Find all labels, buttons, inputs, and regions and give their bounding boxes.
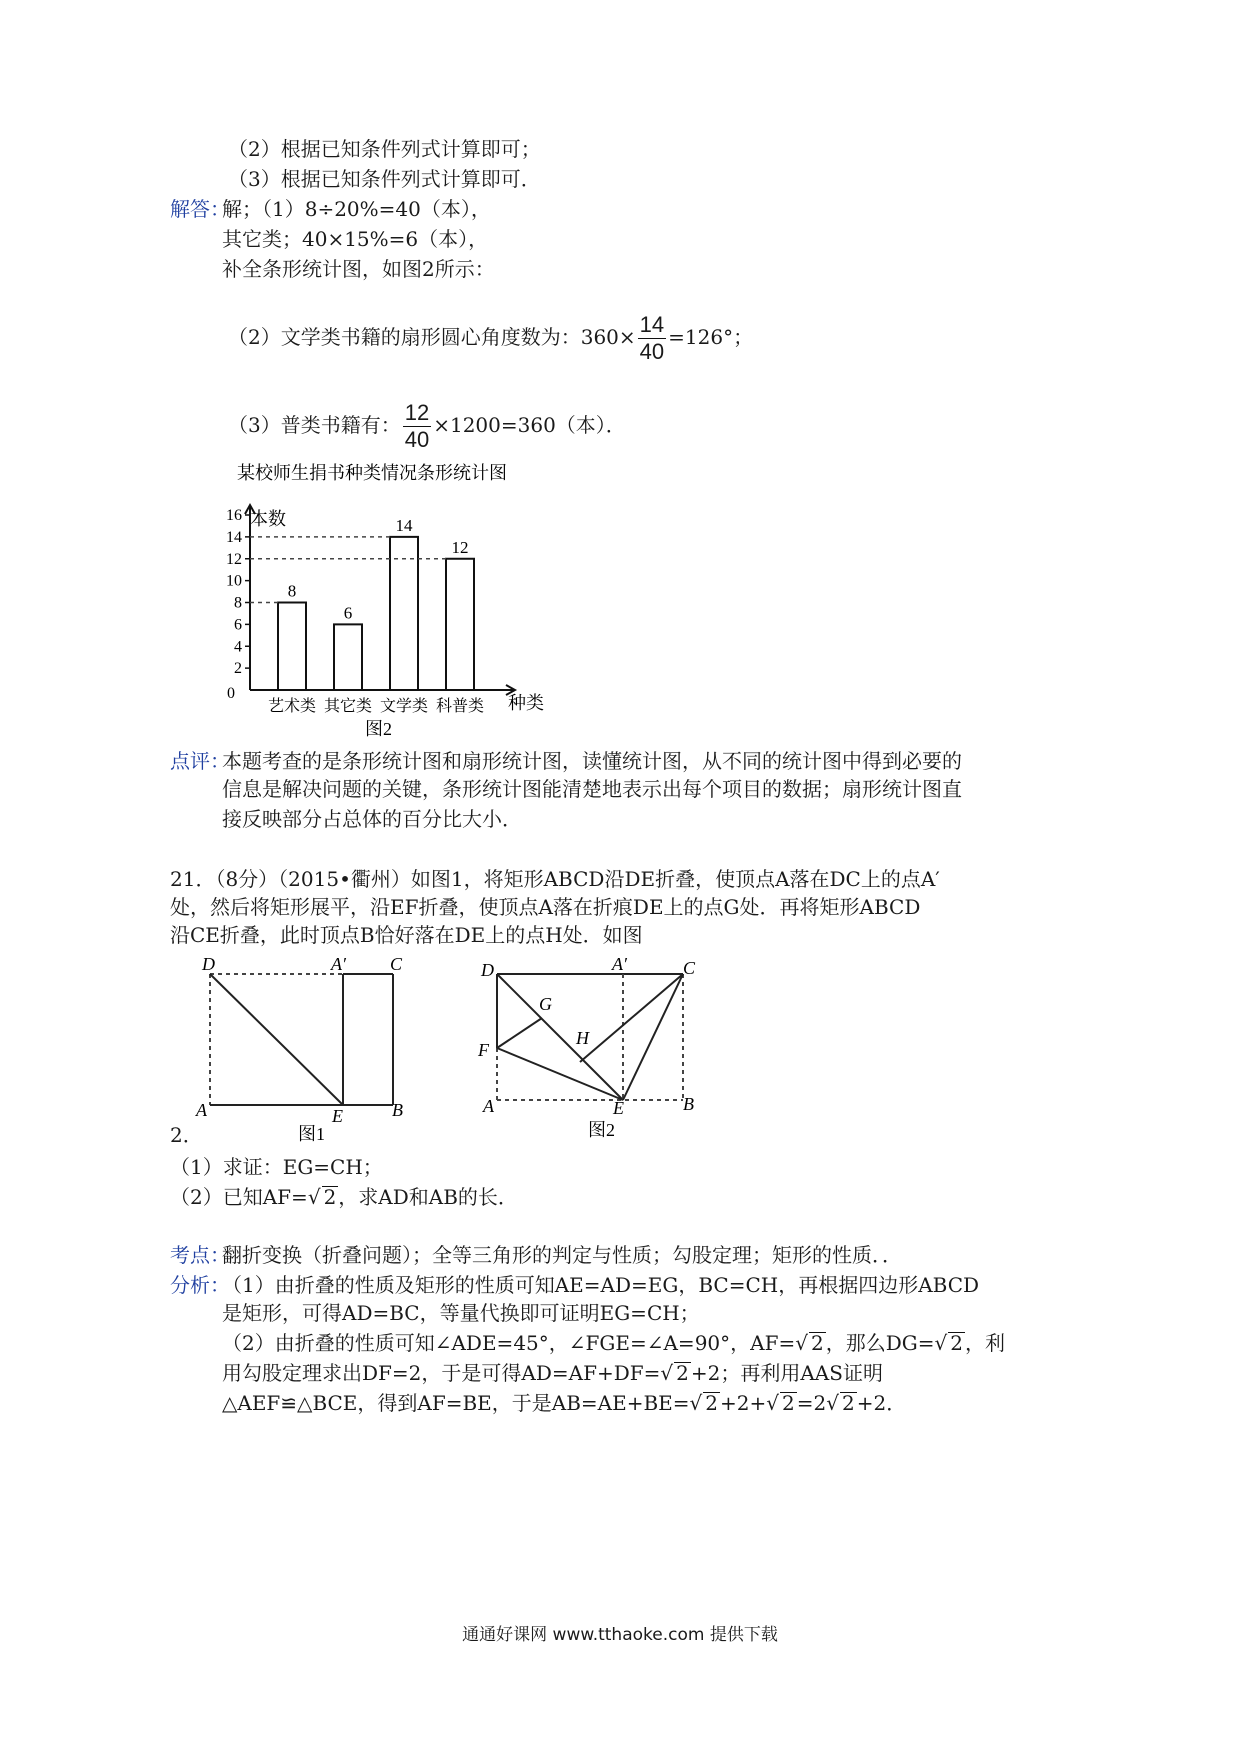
fig2-line-FG [497,1018,542,1048]
question-21-line-2: 处，然后将矩形展平，沿EF折叠，使顶点A落在折痕DE上的点G处．再将矩形ABCD [170,895,921,919]
question-21-sub-1: （1）求证：EG=CH； [170,1155,383,1179]
analysis-line-4 [222,1360,883,1386]
y-tick-label: 6 [234,616,242,634]
y-tick-label: 4 [234,638,242,656]
answer-label: 解答： [170,197,230,221]
y-tick-label: 8 [234,594,242,612]
chart-caption: 图2 [365,719,392,739]
text: （2）由折叠的性质可知∠ADE=45°，∠FGE=∠A=90°，AF= [222,1331,796,1355]
fig1-label-D: D [202,954,215,974]
comment-label: 点评： [170,749,230,773]
fig1-label-C: C [390,954,403,974]
fig1-diagonal-DE [210,974,343,1105]
part2-text: （2）文学类书籍的扇形圆心角度数为：360× [228,325,636,349]
fig1-label-A: A [196,1100,207,1120]
bar [446,559,474,690]
text: △AEF≌△BCE，得到AF=BE，于是AB=AE+BE= [222,1391,690,1415]
question-21-sub-2 [170,1184,518,1210]
figure-2 [475,950,715,1150]
analysis-line-2: （2）根据已知条件列式计算即可； [228,137,541,161]
comment-line-2: 信息是解决问题的关键，条形统计图能清楚地表示出每个项目的数据；扇形统计图直 [222,777,962,801]
key-point-text: 翻折变换（折叠问题）；全等三角形的判定与性质；勾股定理；矩形的性质．． [222,1243,902,1267]
fraction [403,400,431,453]
fig1-label-B: B [392,1100,403,1120]
fig2-label-A: A [483,1096,494,1116]
fig2-label-D: D [481,960,494,980]
y-tick-label: 0 [227,685,235,702]
answer-part-3 [228,400,626,453]
sqrt-symbol: √ [660,1361,674,1385]
fig2-label-A-prime: A′ [612,954,627,974]
fig2-line-CH [580,974,683,1062]
x-tick-label: 文学类 [379,698,429,715]
sqrt-symbol: √ [689,1391,703,1415]
part3-result: ×1200=360（本）． [433,413,626,437]
fraction-denominator: 40 [639,339,665,364]
y-tick-label: 10 [226,572,242,590]
bar-data-label: 8 [287,581,297,601]
y-axis-label: 本数 [250,509,286,529]
fig1-label-A-prime: A′ [331,954,346,974]
sqrt-value: 2 [810,1331,824,1355]
sqrt-value: 2 [323,1185,337,1209]
y-tick-label: 2 [234,660,242,678]
x-tick-label: 科普类 [435,698,485,715]
fig2-caption: 图2 [588,1120,615,1140]
text: +2+ [720,1391,767,1415]
text: +2． [856,1391,907,1415]
fig2-label-F: F [478,1040,489,1060]
sqrt-value: 2 [782,1391,795,1415]
sqrt-symbol: √ [934,1331,948,1355]
sqrt-symbol: √ [766,1391,780,1415]
question-21-line-1: 21．（8分）（2015•衢州）如图1，将矩形ABCD沿DE折叠，使顶点A落在DC上的点A′ [170,867,940,891]
sqrt-value: 2 [676,1361,689,1385]
answer-part-2 [228,312,753,365]
fraction [638,312,666,365]
bar-data-label: 12 [451,537,469,557]
x-axis-label: 种类 [508,693,544,713]
fig1-caption: 图1 [298,1124,325,1144]
sqrt-symbol: √ [307,1185,321,1209]
bar [390,537,418,690]
part2-result: =126°； [668,325,754,349]
bar-chart [210,455,570,745]
analysis-line-5 [222,1390,906,1416]
analysis-line-1: （1）由折叠的性质及矩形的性质可知AE=AD=EG，BC=CH，再根据四边形ABCD [222,1273,980,1297]
text: ，利 [964,1331,1005,1355]
fig2-label-B: B [683,1094,694,1114]
y-tick-label: 16 [226,507,242,524]
text: 用勾股定理求出DF=2，于是可得AD=AF+DF= [222,1361,661,1385]
bar-data-label: 14 [395,515,413,535]
analysis-line-3: （3）根据已知条件列式计算即可． [228,167,541,191]
analysis-line-3b [222,1330,1005,1356]
fig2-label-G: G [539,994,552,1014]
sqrt-symbol: √ [826,1391,839,1415]
y-tick-label: 12 [226,550,242,568]
page-footer: 通通好课网 www.tthaoke.com 提供下载 [462,1625,778,1645]
sqrt-value: 2 [842,1391,855,1415]
chart-title: 某校师生捐书种类情况条形统计图 [237,463,507,483]
bar [334,624,362,690]
analysis-line-2b: 是矩形，可得AD=BC，等量代换即可证明EG=CH； [222,1301,700,1325]
question-21-line-4: 2． [170,1123,203,1147]
answer-line-1: 解；（1）8÷20%=40（本）， [222,197,491,221]
part3-text: （3）普类书籍有： [228,413,401,437]
fig2-label-C: C [683,958,696,978]
fig2-label-H: H [576,1028,589,1048]
question-21-line-3: 沿CE折叠，此时顶点B恰好落在DE上的点H处．如图 [170,923,643,947]
fig2-line-FE [497,1048,623,1100]
fig2-label-E: E [613,1098,624,1118]
bar [278,603,306,691]
sub2-text-end: ，求AD和AB的长． [338,1185,518,1209]
fraction-numerator: 12 [404,400,430,425]
text: ，那么DG= [825,1331,935,1355]
sub2-text: （2）已知AF= [170,1185,308,1209]
y-tick-label: 14 [226,528,242,546]
sqrt-value: 2 [950,1331,963,1355]
bar-data-label: 6 [343,603,353,623]
fig1-label-E: E [332,1106,343,1126]
fraction-denominator: 40 [404,427,430,452]
figure-1 [190,950,430,1150]
fig2-line-CE [623,974,683,1100]
x-tick-label: 艺术类 [267,698,317,715]
x-tick-label: 其它类 [323,698,373,715]
key-point-label: 考点： [170,1243,230,1267]
text: +2；再利用AAS证明 [690,1361,883,1385]
comment-line-1: 本题考查的是条形统计图和扇形统计图，读懂统计图，从不同的统计图中得到必要的 [222,749,962,773]
comment-line-3: 接反映部分占总体的百分比大小． [222,807,522,831]
text: =2 [796,1391,827,1415]
fraction-numerator: 14 [639,312,665,337]
fig2-line-DE [497,974,623,1100]
sqrt-value: 2 [705,1391,719,1415]
analysis-label: 分析： [170,1273,230,1297]
answer-line-2: 其它类；40×15%=6（本）， [222,227,489,251]
sqrt-symbol: √ [795,1331,808,1355]
answer-line-3: 补全条形统计图，如图2所示： [222,257,495,281]
